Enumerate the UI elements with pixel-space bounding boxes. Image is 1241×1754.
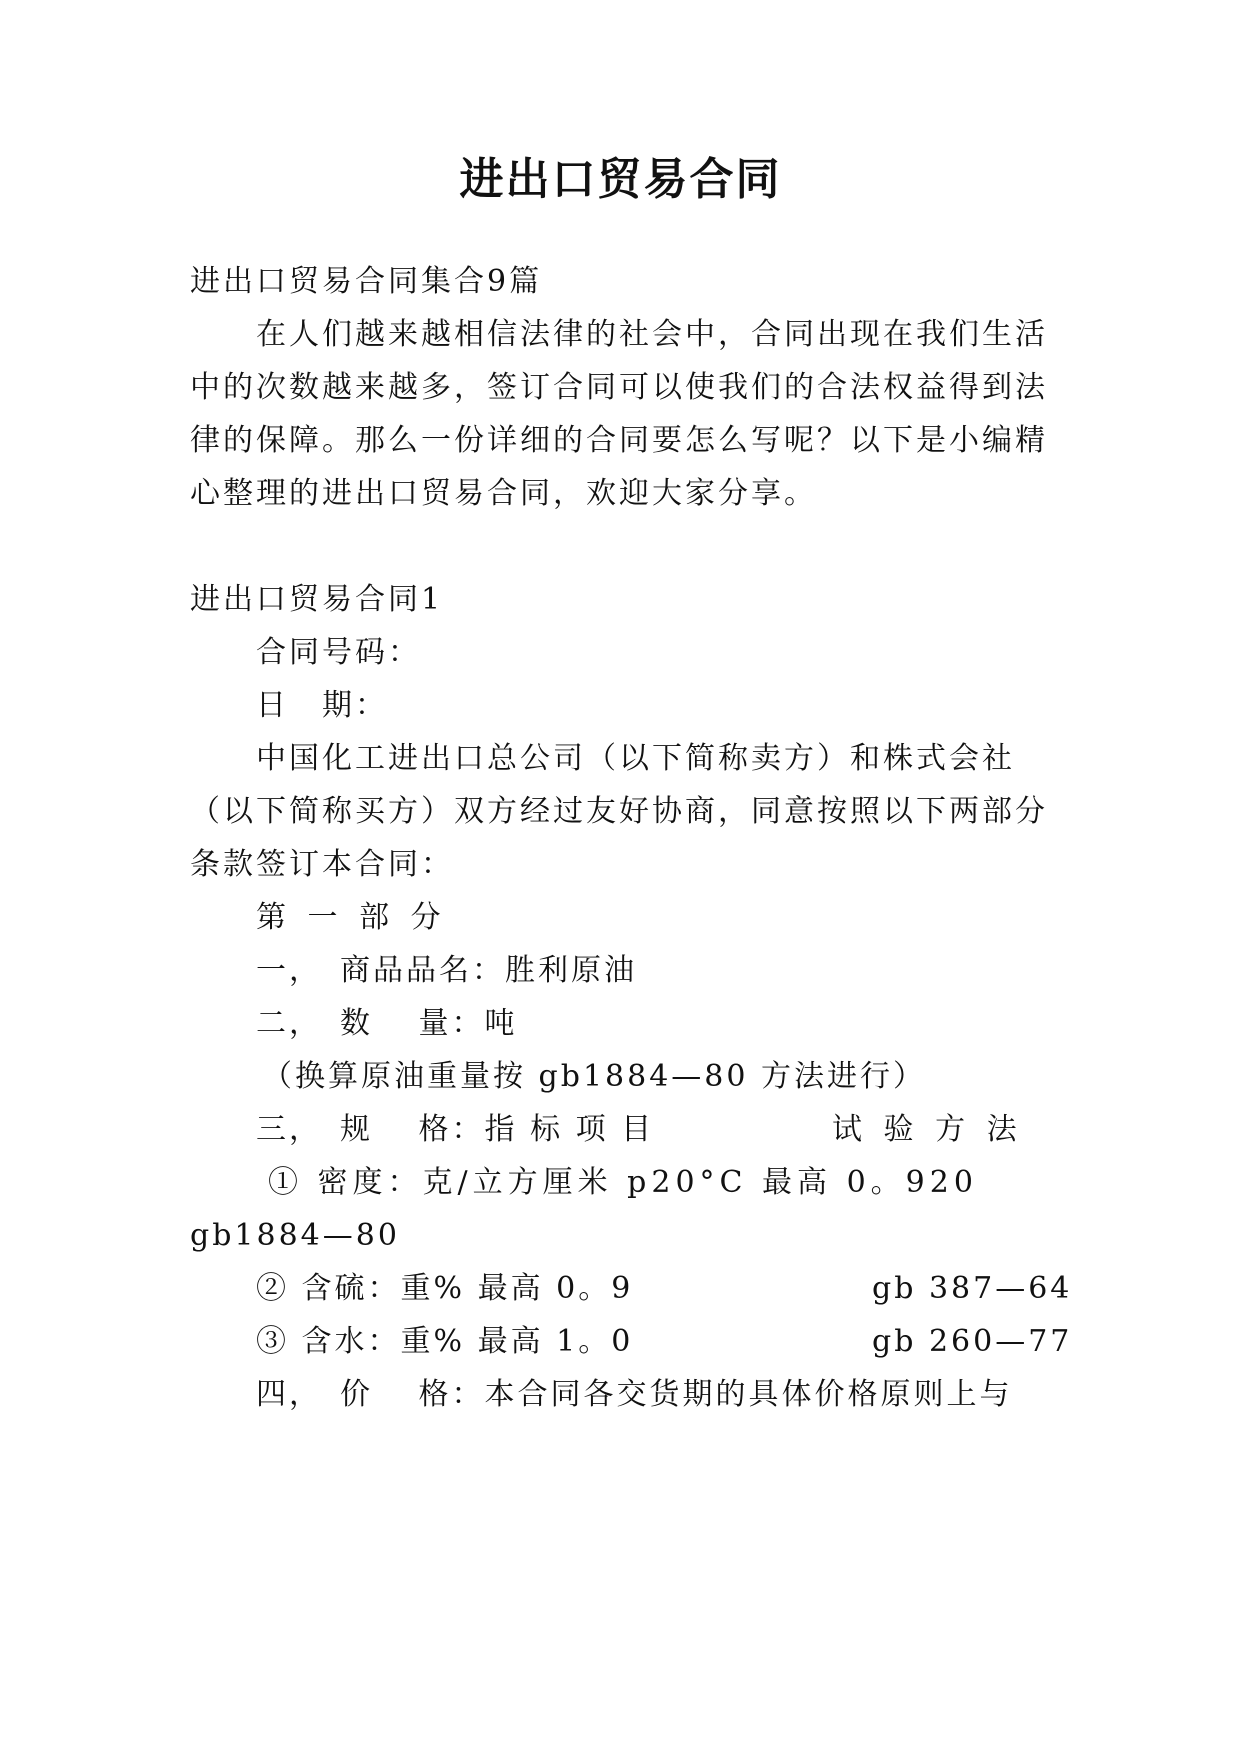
date-label: 日 期：: [256, 688, 388, 723]
document-title: 进出口贸易合同: [459, 154, 782, 205]
spec-3-method: gb 260—77: [872, 1324, 1073, 1359]
intro-line-1: 在人们越来越相信法律的社会中，合同出现在我们生活: [256, 317, 1048, 352]
item-3-test-method-header: 试 验 方 法: [832, 1112, 1023, 1147]
spec-3-water: ③ 含水：重% 最高 1。0: [256, 1324, 634, 1359]
parties-line-1: 中国化工进出口总公司（以下简称卖方）和株式会社: [256, 741, 1015, 776]
collection-heading: 进出口贸易合同集合9篇: [190, 264, 543, 299]
spec-2-sulfur: ② 含硫：重% 最高 0。9: [256, 1271, 634, 1306]
item-2-note: （换算原油重量按 gb1884—80 方法进行）: [262, 1059, 927, 1094]
parties-line-2: （以下简称买方）双方经过友好协商，同意按照以下两部分: [190, 794, 1048, 829]
spec-1-method: gb1884—80: [190, 1218, 400, 1253]
contract-number-label: 合同号码：: [256, 635, 421, 670]
item-3-specification: 三， 规 格：指 标 项 目: [256, 1112, 655, 1147]
part-one-heading: 第 一 部 分: [256, 900, 447, 935]
item-4-price: 四， 价 格：本合同各交货期的具体价格原则上与: [256, 1377, 1013, 1412]
spec-1-density: ① 密度：克/立方厘米 p20°C 最高 0。920: [268, 1165, 978, 1200]
intro-line-2: 中的次数越来越多，签订合同可以使我们的合法权益得到法: [190, 370, 1048, 405]
spec-2-method: gb 387—64: [872, 1271, 1073, 1306]
item-2-quantity: 二， 数 量：吨: [256, 1006, 518, 1041]
intro-line-4: 心整理的进出口贸易合同，欢迎大家分享。: [190, 476, 817, 511]
item-1-product-name: 一， 商品品名：胜利原油: [256, 953, 637, 988]
contract1-heading: 进出口贸易合同1: [190, 582, 444, 617]
parties-line-3: 条款签订本合同：: [190, 847, 454, 882]
intro-line-3: 律的保障。那么一份详细的合同要怎么写呢？以下是小编精: [190, 423, 1048, 458]
